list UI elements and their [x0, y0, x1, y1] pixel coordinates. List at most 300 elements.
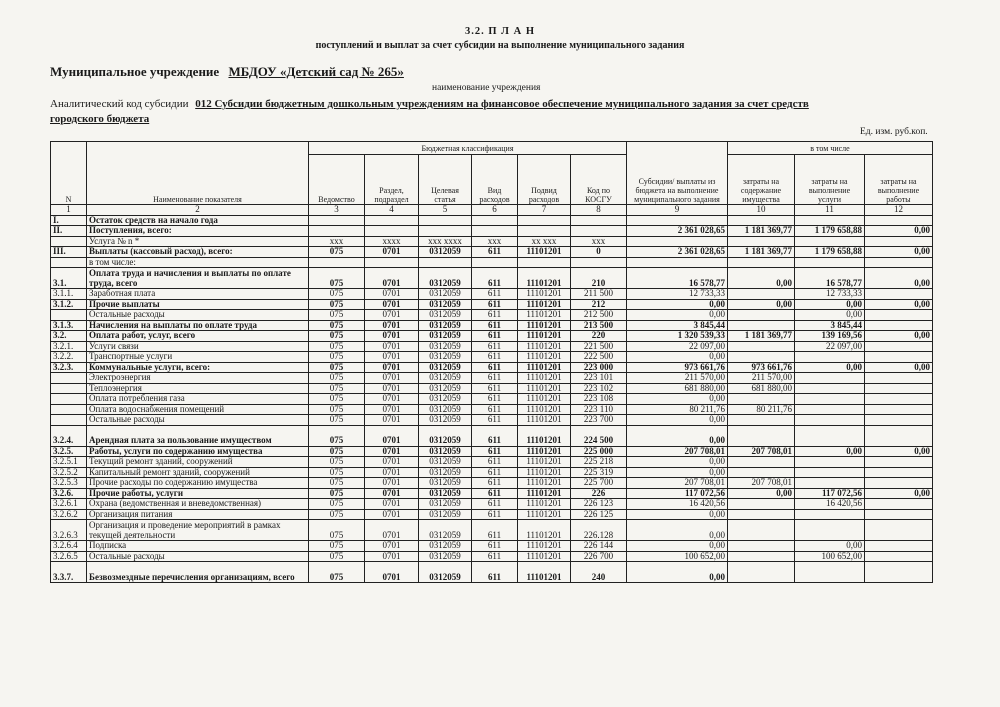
- cell-razdel: 0701: [365, 509, 419, 520]
- row-name: Оплата потребления газа: [87, 394, 309, 405]
- cell-property-costs: [728, 551, 795, 562]
- table-row: [51, 425, 933, 446]
- cell-podvid: 11101201: [518, 520, 571, 541]
- cell-service-costs: 0,00: [795, 362, 865, 373]
- cell-kosgu: 212 500: [571, 310, 627, 321]
- cell-service-costs: 1 179 658,88: [795, 226, 865, 237]
- row-number: 3.2.: [51, 331, 87, 342]
- subsidy-label: Аналитический код субсидии: [50, 98, 189, 110]
- cell-work-costs: [865, 373, 933, 384]
- cell-property-costs: 0,00: [728, 488, 795, 499]
- cell-vedomstvo: 075: [309, 373, 365, 384]
- cell-work-costs: [865, 499, 933, 510]
- plan-title: 3.2. П Л А Н: [465, 26, 535, 37]
- cell-kosgu: 220: [571, 331, 627, 342]
- row-number: [51, 404, 87, 415]
- cell-work-costs: [865, 215, 933, 226]
- cell-statya: 0312059: [419, 446, 472, 457]
- cell-vid: 611: [472, 457, 518, 468]
- cell-kosgu: 221 500: [571, 341, 627, 352]
- cell-service-costs: 1 179 658,88: [795, 247, 865, 258]
- cell-vedomstvo: 075: [309, 446, 365, 457]
- row-number: 3.1.: [51, 268, 87, 289]
- cell-podvid: 11101201: [518, 509, 571, 520]
- cell-service-costs: [795, 383, 865, 394]
- cell-total: 16 420,56: [627, 499, 728, 510]
- cell-statya: 0312059: [419, 562, 472, 583]
- cell-vid: 611: [472, 373, 518, 384]
- cell-razdel: 0701: [365, 383, 419, 394]
- table-row: [51, 299, 933, 310]
- cell-razdel: 0701: [365, 520, 419, 541]
- row-number: 3.3.7.: [51, 562, 87, 583]
- col-c10-header: затраты на содержание имущества: [728, 155, 795, 205]
- cell-vedomstvo: 075: [309, 310, 365, 321]
- cell-vid: 611: [472, 247, 518, 258]
- cell-total: 0,00: [627, 509, 728, 520]
- cell-statya: 0312059: [419, 425, 472, 446]
- cell-kosgu: 226.128: [571, 520, 627, 541]
- cell-podvid: xx xxx: [518, 236, 571, 247]
- row-name: Коммунальные услуги, всего:: [87, 362, 309, 373]
- row-name: Текущий ремонт зданий, сооружений: [87, 457, 309, 468]
- cell-kosgu: 240: [571, 562, 627, 583]
- cell-property-costs: 0,00: [728, 268, 795, 289]
- col-razdel-header: Раздел, подраздел: [365, 155, 419, 205]
- cell-vedomstvo: 075: [309, 299, 365, 310]
- cell-property-costs: [728, 289, 795, 300]
- cell-podvid: [518, 215, 571, 226]
- table-row: [51, 352, 933, 363]
- cell-vedomstvo: 075: [309, 509, 365, 520]
- row-number: 3.2.2.: [51, 352, 87, 363]
- row-name: Услуги связи: [87, 341, 309, 352]
- col-podvid-header: Подвид расходов: [518, 155, 571, 205]
- cell-statya: 0312059: [419, 352, 472, 363]
- table-row: [51, 257, 933, 268]
- cell-work-costs: [865, 541, 933, 552]
- cell-statya: 0312059: [419, 404, 472, 415]
- table-row: [51, 289, 933, 300]
- cell-kosgu: [571, 215, 627, 226]
- cell-kosgu: 225 319: [571, 467, 627, 478]
- cell-service-costs: [795, 373, 865, 384]
- table-row: [51, 478, 933, 489]
- cell-kosgu: 223 102: [571, 383, 627, 394]
- row-number: [51, 415, 87, 426]
- institution-name: МБДОУ «Детский сад № 265»: [228, 64, 404, 79]
- col-vid-header: Вид расходов: [472, 155, 518, 205]
- cell-razdel: 0701: [365, 488, 419, 499]
- cell-work-costs: [865, 257, 933, 268]
- cell-vid: 611: [472, 551, 518, 562]
- row-name: Начисления на выплаты по оплате труда: [87, 320, 309, 331]
- cell-service-costs: 3 845,44: [795, 320, 865, 331]
- cell-property-costs: [728, 415, 795, 426]
- cell-razdel: 0701: [365, 310, 419, 321]
- cell-razdel: 0701: [365, 541, 419, 552]
- cell-kosgu: 0: [571, 247, 627, 258]
- institution-line: [50, 64, 404, 80]
- cell-vedomstvo: 075: [309, 394, 365, 405]
- table-row: [51, 383, 933, 394]
- cell-total: [627, 236, 728, 247]
- cell-vedomstvo: 075: [309, 499, 365, 510]
- cell-kosgu: 222 500: [571, 352, 627, 363]
- cell-kosgu: 225 000: [571, 446, 627, 457]
- cell-service-costs: [795, 478, 865, 489]
- row-number: 3.2.6.3: [51, 520, 87, 541]
- cell-razdel: 0701: [365, 478, 419, 489]
- cell-vedomstvo: [309, 215, 365, 226]
- table-row: [51, 215, 933, 226]
- row-name: Электроэнергия: [87, 373, 309, 384]
- row-number: 3.1.2.: [51, 299, 87, 310]
- cell-service-costs: 0,00: [795, 541, 865, 552]
- column-number: 4: [365, 205, 419, 216]
- cell-work-costs: [865, 394, 933, 405]
- cell-podvid: 11101201: [518, 562, 571, 583]
- cell-service-costs: 0,00: [795, 310, 865, 321]
- plan-table: [50, 141, 933, 583]
- cell-work-costs: 0,00: [865, 247, 933, 258]
- row-number: [51, 373, 87, 384]
- cell-razdel: 0701: [365, 299, 419, 310]
- cell-vedomstvo: 075: [309, 289, 365, 300]
- cell-total: 973 661,76: [627, 362, 728, 373]
- cell-service-costs: [795, 352, 865, 363]
- cell-total: 0,00: [627, 520, 728, 541]
- cell-property-costs: [728, 341, 795, 352]
- cell-podvid: 11101201: [518, 488, 571, 499]
- row-number: 3.2.5.3: [51, 478, 87, 489]
- cell-kosgu: 226 125: [571, 509, 627, 520]
- table-row: [51, 226, 933, 237]
- row-name: Прочие выплаты: [87, 299, 309, 310]
- row-name: Арендная плата за пользование имуществом: [87, 425, 309, 446]
- cell-kosgu: 225 700: [571, 478, 627, 489]
- cell-work-costs: [865, 404, 933, 415]
- table-row: [51, 373, 933, 384]
- cell-service-costs: 16 420,56: [795, 499, 865, 510]
- table-row: [51, 404, 933, 415]
- cell-vedomstvo: 075: [309, 268, 365, 289]
- cell-vid: 611: [472, 320, 518, 331]
- cell-kosgu: xxx: [571, 236, 627, 247]
- table-row: [51, 457, 933, 468]
- cell-service-costs: [795, 404, 865, 415]
- cell-vedomstvo: 075: [309, 467, 365, 478]
- cell-property-costs: [728, 215, 795, 226]
- cell-vid: 611: [472, 383, 518, 394]
- cell-work-costs: [865, 383, 933, 394]
- budget-class-header: Бюджетная классификация: [309, 142, 627, 155]
- row-number: 3.2.4.: [51, 425, 87, 446]
- cell-total: 0,00: [627, 541, 728, 552]
- col-n-header: N: [51, 142, 87, 205]
- cell-razdel: 0701: [365, 341, 419, 352]
- column-number: 6: [472, 205, 518, 216]
- cell-statya: 0312059: [419, 415, 472, 426]
- table-row: [51, 310, 933, 321]
- cell-kosgu: 226 123: [571, 499, 627, 510]
- column-number: 10: [728, 205, 795, 216]
- cell-statya: 0312059: [419, 299, 472, 310]
- cell-work-costs: 0,00: [865, 226, 933, 237]
- cell-vid: 611: [472, 446, 518, 457]
- row-name: Остальные расходы: [87, 310, 309, 321]
- table-row: [51, 320, 933, 331]
- cell-razdel: 0701: [365, 562, 419, 583]
- table-row: [51, 488, 933, 499]
- row-name: Организация и проведение мероприятий в рамках текущей деятельности: [87, 520, 309, 541]
- cell-total: 0,00: [627, 394, 728, 405]
- cell-property-costs: [728, 352, 795, 363]
- cell-statya: 0312059: [419, 331, 472, 342]
- cell-service-costs: [795, 236, 865, 247]
- cell-property-costs: [728, 520, 795, 541]
- table-row: [51, 499, 933, 510]
- cell-total: 0,00: [627, 352, 728, 363]
- units-label: Ед. изм. руб.коп.: [860, 127, 928, 137]
- cell-vid: 611: [472, 415, 518, 426]
- cell-total: 100 652,00: [627, 551, 728, 562]
- row-name: Заработная плата: [87, 289, 309, 300]
- cell-total: 211 570,00: [627, 373, 728, 384]
- cell-vedomstvo: 075: [309, 352, 365, 363]
- subsidy-text: 012 Субсидии бюджетным дошкольным учреждениям на финансовое обеспечение муниципального задания за счет средств: [195, 98, 809, 110]
- cell-work-costs: 0,00: [865, 331, 933, 342]
- cell-total: 207 708,01: [627, 446, 728, 457]
- table-row: [51, 394, 933, 405]
- cell-razdel: [365, 215, 419, 226]
- table-row: [51, 520, 933, 541]
- cell-statya: xxx xxxx: [419, 236, 472, 247]
- cell-kosgu: 223 000: [571, 362, 627, 373]
- row-name: Услуга № n *: [87, 236, 309, 247]
- row-name: Поступления, всего:: [87, 226, 309, 237]
- cell-vid: 611: [472, 478, 518, 489]
- cell-podvid: 11101201: [518, 394, 571, 405]
- cell-total: 207 708,01: [627, 478, 728, 489]
- cell-podvid: 11101201: [518, 320, 571, 331]
- cell-property-costs: 1 181 369,77: [728, 226, 795, 237]
- cell-work-costs: [865, 457, 933, 468]
- cell-kosgu: 210: [571, 268, 627, 289]
- cell-work-costs: [865, 520, 933, 541]
- cell-service-costs: [795, 457, 865, 468]
- row-number: 3.2.6.2: [51, 509, 87, 520]
- cell-razdel: 0701: [365, 320, 419, 331]
- cell-statya: [419, 257, 472, 268]
- cell-work-costs: [865, 236, 933, 247]
- row-number: [51, 257, 87, 268]
- table-row: [51, 236, 933, 247]
- row-number: 3.2.1.: [51, 341, 87, 352]
- cell-service-costs: [795, 415, 865, 426]
- cell-statya: [419, 226, 472, 237]
- table-row: [51, 541, 933, 552]
- cell-kosgu: 226 144: [571, 541, 627, 552]
- row-name: в том числе:: [87, 257, 309, 268]
- column-number: 9: [627, 205, 728, 216]
- cell-vid: 611: [472, 404, 518, 415]
- column-number: 2: [87, 205, 309, 216]
- cell-work-costs: 0,00: [865, 488, 933, 499]
- table-row: [51, 551, 933, 562]
- cell-service-costs: 117 072,56: [795, 488, 865, 499]
- cell-vid: [472, 226, 518, 237]
- cell-podvid: 11101201: [518, 373, 571, 384]
- row-number: 3.2.5.: [51, 446, 87, 457]
- cell-total: 0,00: [627, 562, 728, 583]
- column-number: 12: [865, 205, 933, 216]
- cell-vid: 611: [472, 268, 518, 289]
- row-number: 3.2.5.2: [51, 467, 87, 478]
- cell-vedomstvo: 075: [309, 541, 365, 552]
- cell-vid: 611: [472, 509, 518, 520]
- cell-service-costs: 0,00: [795, 299, 865, 310]
- cell-podvid: 11101201: [518, 541, 571, 552]
- row-number: 3.2.6.4: [51, 541, 87, 552]
- cell-service-costs: [795, 520, 865, 541]
- cell-total: [627, 215, 728, 226]
- cell-podvid: 11101201: [518, 446, 571, 457]
- col-c12-header: затраты на выполнение работы: [865, 155, 933, 205]
- cell-vedomstvo: 075: [309, 247, 365, 258]
- cell-vedomstvo: 075: [309, 415, 365, 426]
- cell-work-costs: [865, 352, 933, 363]
- table-row: [51, 467, 933, 478]
- col-vedomstvo-header: Ведомство: [309, 155, 365, 205]
- cell-work-costs: [865, 289, 933, 300]
- cell-podvid: 11101201: [518, 551, 571, 562]
- row-name: Охрана (ведомственная и вневедомственная): [87, 499, 309, 510]
- cell-property-costs: [728, 562, 795, 583]
- cell-work-costs: [865, 509, 933, 520]
- cell-kosgu: 223 110: [571, 404, 627, 415]
- cell-total: 0,00: [627, 299, 728, 310]
- cell-total: 3 845,44: [627, 320, 728, 331]
- cell-statya: 0312059: [419, 467, 472, 478]
- cell-vid: 611: [472, 562, 518, 583]
- cell-property-costs: 0,00: [728, 299, 795, 310]
- row-name: Оплата труда и начисления и выплаты по оплате труда, всего: [87, 268, 309, 289]
- cell-vid: 611: [472, 362, 518, 373]
- cell-property-costs: 80 211,76: [728, 404, 795, 415]
- cell-podvid: 11101201: [518, 352, 571, 363]
- cell-property-costs: 681 880,00: [728, 383, 795, 394]
- cell-razdel: 0701: [365, 247, 419, 258]
- incl-header: в том числе: [728, 142, 933, 155]
- table-row: [51, 362, 933, 373]
- cell-vid: 611: [472, 520, 518, 541]
- cell-vid: xxx: [472, 236, 518, 247]
- cell-property-costs: 973 661,76: [728, 362, 795, 373]
- cell-vedomstvo: 075: [309, 488, 365, 499]
- cell-razdel: xxxx: [365, 236, 419, 247]
- cell-razdel: 0701: [365, 268, 419, 289]
- cell-vedomstvo: 075: [309, 383, 365, 394]
- row-name: Прочие расходы по содержанию имущества: [87, 478, 309, 489]
- cell-work-costs: [865, 415, 933, 426]
- cell-vid: 611: [472, 541, 518, 552]
- row-name: Прочие работы, услуги: [87, 488, 309, 499]
- cell-total: [627, 257, 728, 268]
- col-subsidy-header: Субсидии/ выплаты из бюджета на выполнение муниципального задания: [627, 142, 728, 205]
- cell-razdel: 0701: [365, 373, 419, 384]
- cell-vedomstvo: 075: [309, 331, 365, 342]
- subsidy-text-continued: городского бюджета: [50, 113, 150, 125]
- cell-vid: 611: [472, 310, 518, 321]
- column-number: 5: [419, 205, 472, 216]
- cell-podvid: 11101201: [518, 310, 571, 321]
- cell-statya: 0312059: [419, 341, 472, 352]
- cell-podvid: 11101201: [518, 247, 571, 258]
- cell-razdel: 0701: [365, 289, 419, 300]
- cell-work-costs: 0,00: [865, 268, 933, 289]
- cell-total: 117 072,56: [627, 488, 728, 499]
- cell-razdel: 0701: [365, 352, 419, 363]
- row-number: [51, 310, 87, 321]
- cell-total: 0,00: [627, 425, 728, 446]
- cell-podvid: 11101201: [518, 467, 571, 478]
- cell-work-costs: [865, 310, 933, 321]
- row-number: 3.1.3.: [51, 320, 87, 331]
- cell-total: 2 361 028,65: [627, 226, 728, 237]
- cell-vedomstvo: 075: [309, 362, 365, 373]
- cell-vid: [472, 257, 518, 268]
- cell-kosgu: 225 218: [571, 457, 627, 468]
- cell-total: 0,00: [627, 415, 728, 426]
- col-name-header: Наименование показателя: [87, 142, 309, 205]
- cell-work-costs: 0,00: [865, 362, 933, 373]
- cell-vedomstvo: 075: [309, 551, 365, 562]
- cell-vid: 611: [472, 331, 518, 342]
- cell-vedomstvo: xxx: [309, 236, 365, 247]
- col-kosgu-header: Код по КОСГУ: [571, 155, 627, 205]
- row-name: Подписка: [87, 541, 309, 552]
- table-row: [51, 562, 933, 583]
- cell-podvid: 11101201: [518, 415, 571, 426]
- cell-razdel: 0701: [365, 446, 419, 457]
- cell-razdel: 0701: [365, 499, 419, 510]
- cell-statya: 0312059: [419, 488, 472, 499]
- cell-vid: 611: [472, 394, 518, 405]
- cell-property-costs: 207 708,01: [728, 446, 795, 457]
- table-row: [51, 446, 933, 457]
- cell-statya: [419, 215, 472, 226]
- column-number: 11: [795, 205, 865, 216]
- column-number-row: [51, 205, 933, 216]
- cell-kosgu: 223 700: [571, 415, 627, 426]
- cell-razdel: 0701: [365, 415, 419, 426]
- table-row: [51, 341, 933, 352]
- cell-kosgu: 223 101: [571, 373, 627, 384]
- cell-service-costs: [795, 394, 865, 405]
- cell-vid: 611: [472, 299, 518, 310]
- cell-razdel: 0701: [365, 467, 419, 478]
- cell-podvid: [518, 226, 571, 237]
- cell-razdel: 0701: [365, 551, 419, 562]
- cell-vedomstvo: 075: [309, 404, 365, 415]
- cell-statya: 0312059: [419, 509, 472, 520]
- table-row: [51, 331, 933, 342]
- column-number: 7: [518, 205, 571, 216]
- cell-vid: 611: [472, 352, 518, 363]
- cell-work-costs: [865, 467, 933, 478]
- cell-work-costs: [865, 425, 933, 446]
